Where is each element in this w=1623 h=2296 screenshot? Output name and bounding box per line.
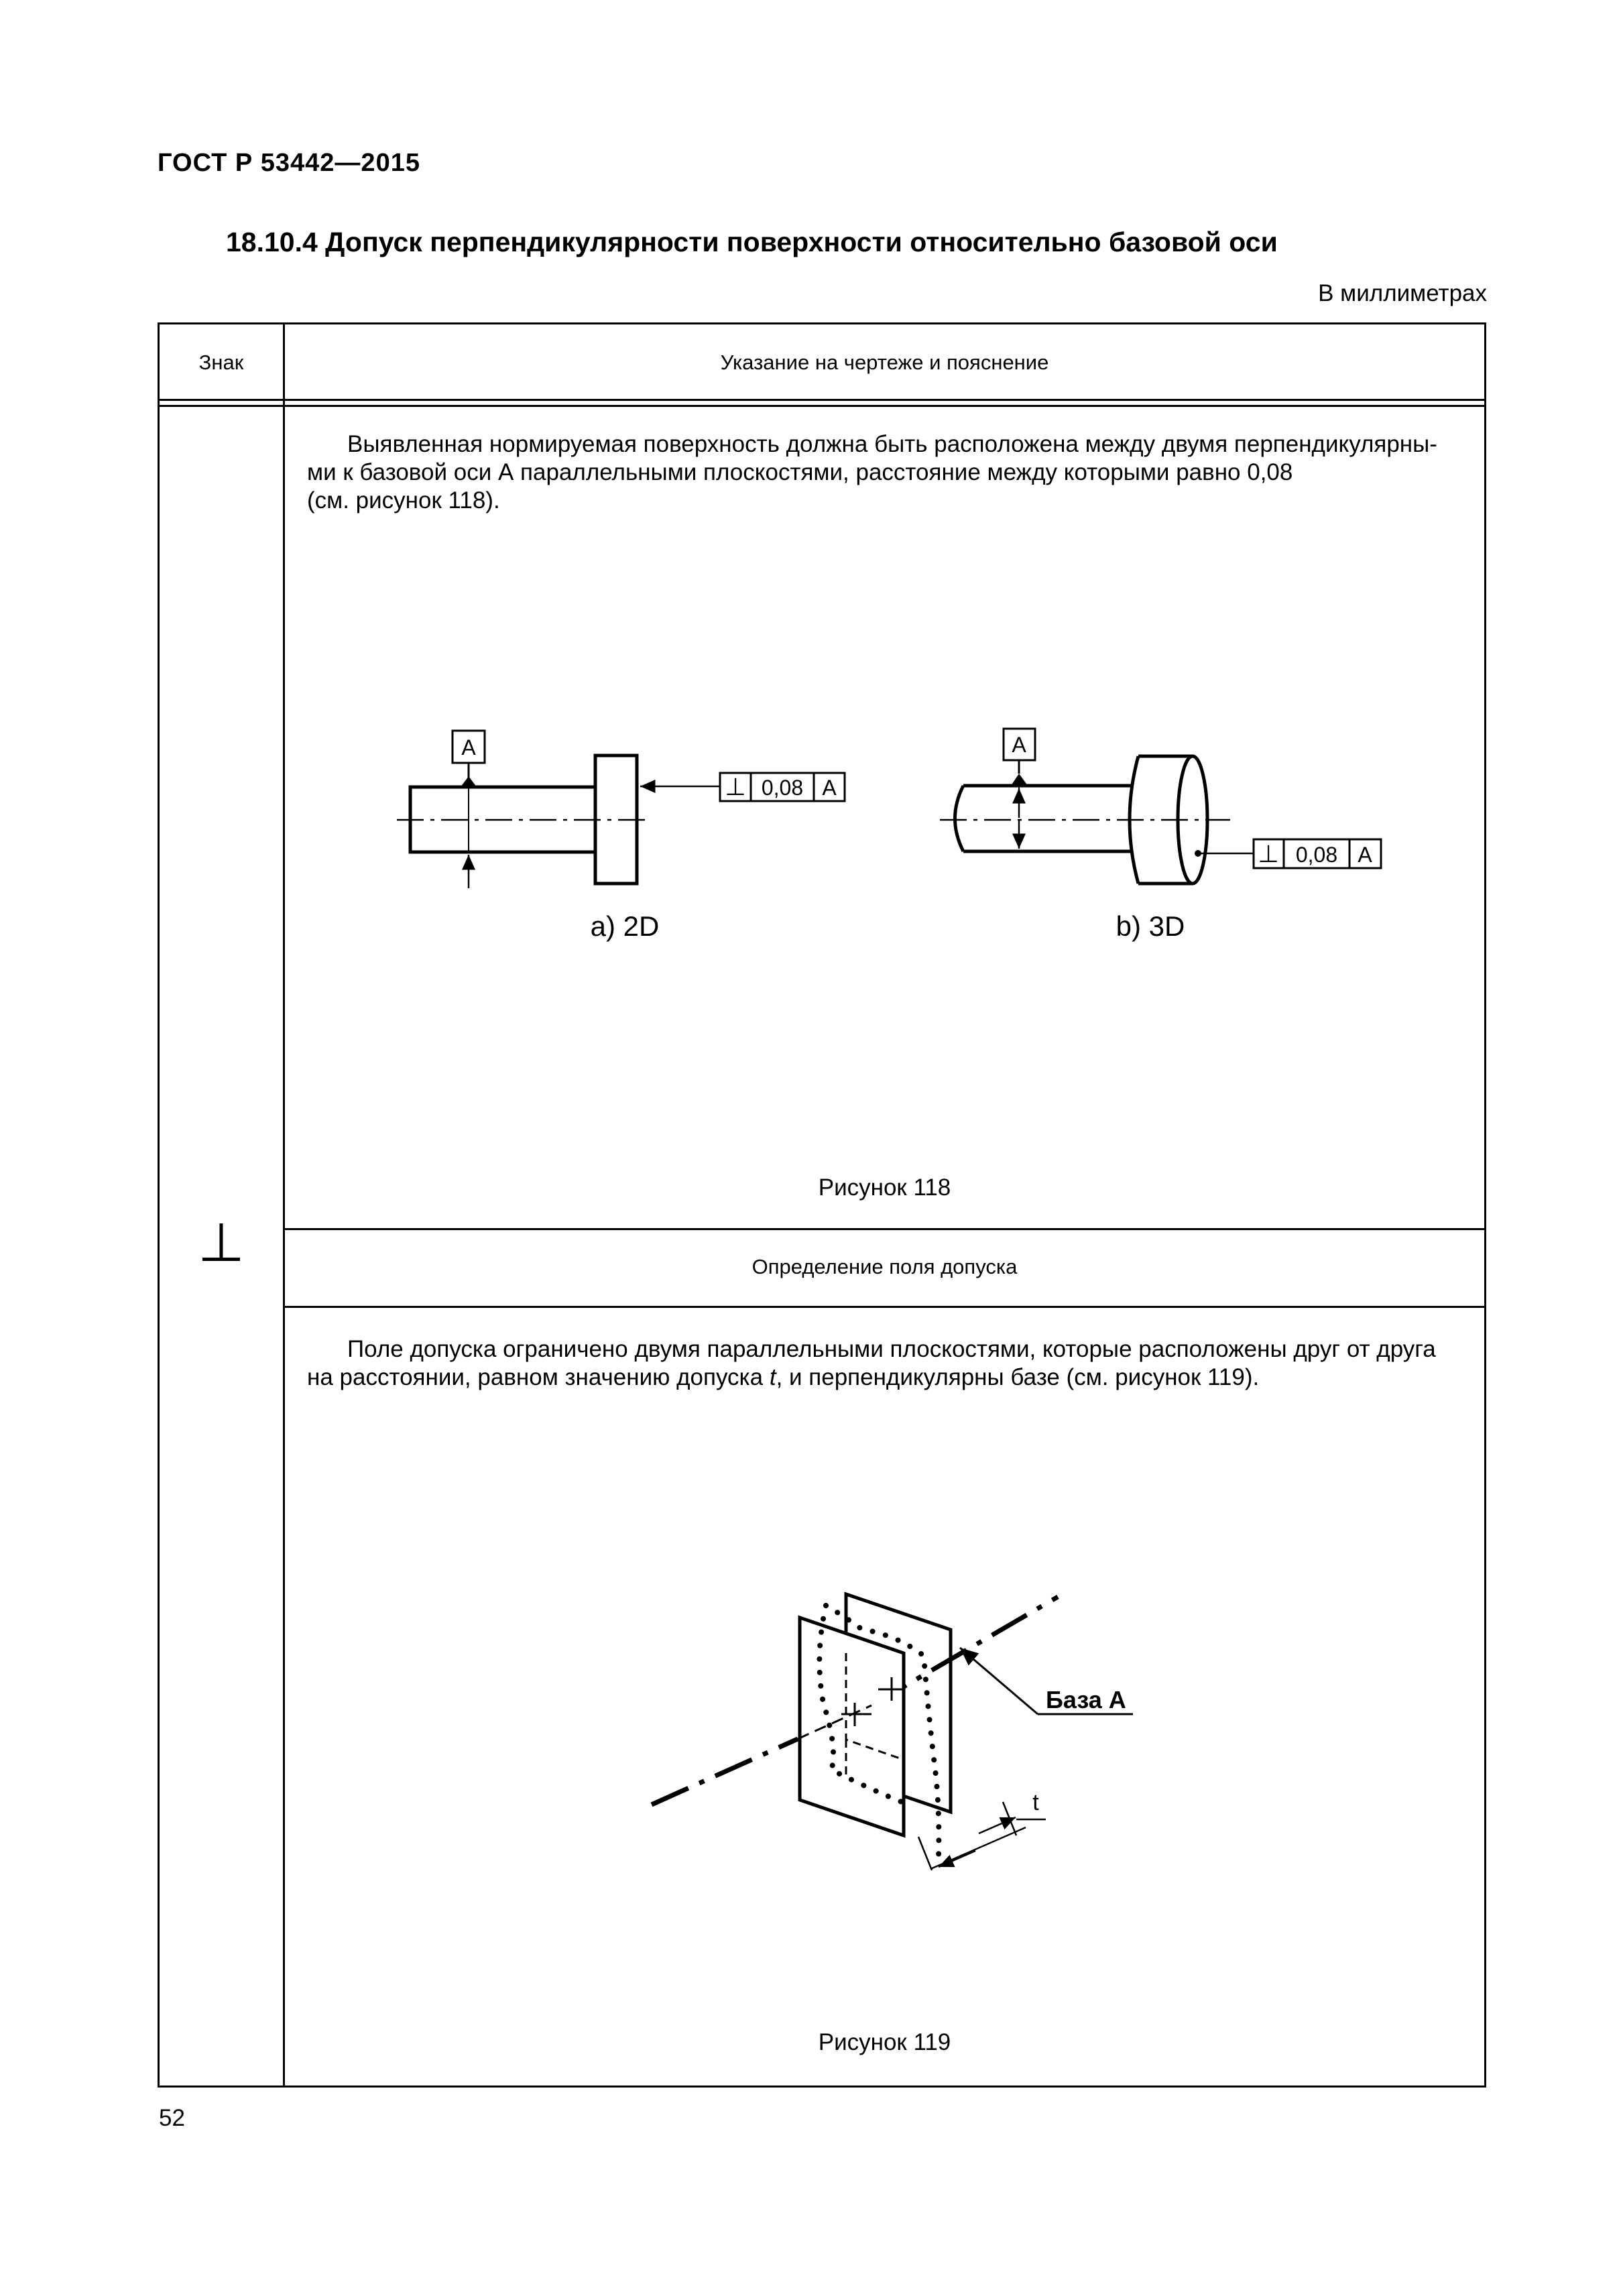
tolerance-value: 0,08 [1295,843,1338,867]
paragraph-line: Выявленная нормируемая поверхность должна быть расположена между двумя перпендикулярны- [347,431,1437,457]
front-plane [800,1618,904,1835]
section-title: 18.10.4 Допуск перпендикулярности поверхности относительно базовой оси [226,227,1278,257]
document-header: ГОСТ Р 53442—2015 [158,149,420,177]
paragraph-line: (см. рисунок 118). [307,487,500,513]
tolerance-label: t [1032,1790,1039,1815]
paragraph-line: Поле допуска ограничено двумя параллельными плоскостями, которые расположены друг от друга [347,1336,1436,1362]
page-number: 52 [159,2105,185,2131]
frame-datum-letter: A [822,776,837,800]
datum-letter: A [461,735,476,760]
column-header-sign: Знак [198,351,244,374]
datum-leader [960,1648,1038,1714]
dimension-line [930,1827,1026,1869]
perpendicularity-symbol: ⊥ [198,1213,245,1272]
tolerance-variable: t [769,1364,776,1390]
perpendicularity-symbol: ⊥ [1258,840,1279,867]
datum-letter: A [1012,733,1026,757]
tolerance-value: 0,08 [761,776,804,800]
column-header-indication: Указание на чертеже и пояснение [720,351,1049,374]
units-note: В миллиметрах [1318,280,1487,306]
frame-datum-letter: A [1358,843,1372,867]
perpendicularity-symbol: ⊥ [725,773,746,800]
figure118-caption: Рисунок 118 [818,1174,951,1201]
datum-triangle [1011,774,1028,786]
figure119-drawing [652,1594,1133,1870]
datum-triangle [461,776,477,787]
datum-axis [652,1739,798,1805]
view-label-2d: a) 2D [590,910,660,942]
paragraph-line: ми к базовой оси А параллельными плоскостями, расстояние между которыми равно 0,08 [307,459,1293,485]
extension-line [918,1837,932,1870]
shaft-edges [963,786,1133,851]
datum-label: База А [1046,1686,1126,1713]
figure119-caption: Рисунок 119 [818,2029,951,2055]
paragraph-text: на расстоянии, равном значению допуска [307,1364,770,1390]
definition-header: Определение поля допуска [752,1255,1018,1278]
view-label-3d: b) 3D [1116,910,1185,942]
paragraph-text: , и перпендикулярны базе (см. рисунок 119). [776,1364,1260,1390]
dimension-arrow [939,1851,975,1867]
shaft-end [955,786,964,851]
